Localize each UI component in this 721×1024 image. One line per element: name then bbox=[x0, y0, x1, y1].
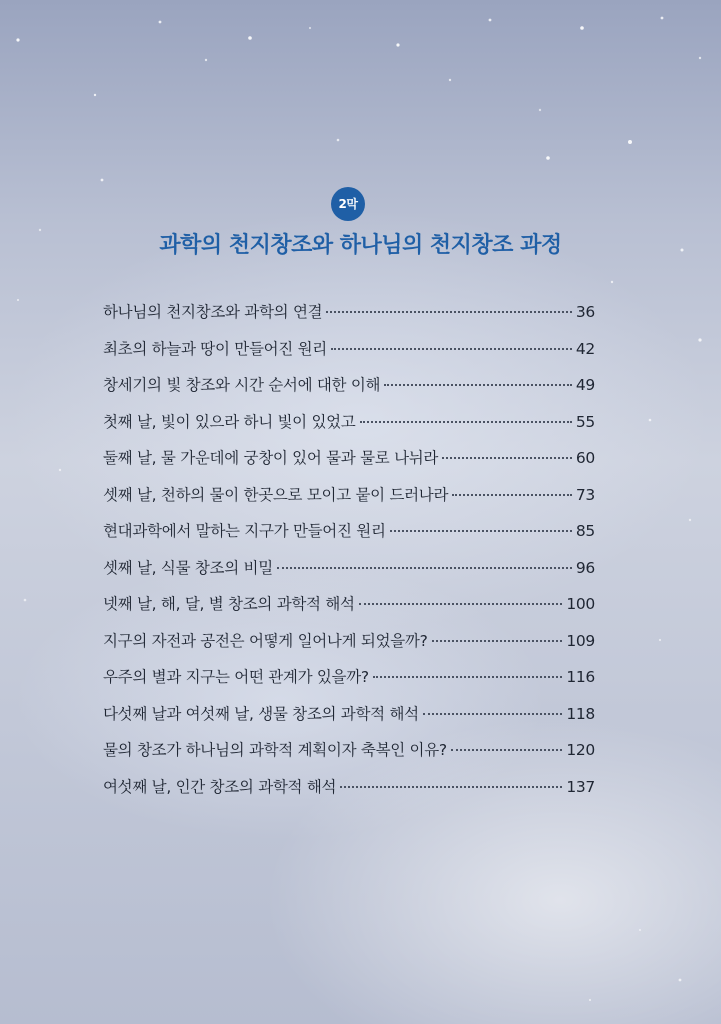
dot-leader bbox=[452, 494, 572, 496]
toc-entry[interactable] bbox=[103, 373, 595, 410]
dot-leader bbox=[432, 640, 563, 642]
dot-leader bbox=[326, 311, 572, 313]
dot-leader bbox=[360, 421, 572, 423]
toc-entry-title: 지구의 자전과 공전은 어떻게 일어나게 되었을까? bbox=[103, 631, 428, 650]
dot-leader bbox=[331, 348, 572, 350]
toc-entry-page: 120 bbox=[566, 741, 595, 759]
toc-entry-page: 137 bbox=[566, 777, 595, 796]
toc-entry[interactable] bbox=[103, 519, 595, 556]
dot-leader bbox=[442, 457, 572, 459]
toc-entry[interactable] bbox=[103, 775, 595, 812]
toc-entry[interactable] bbox=[103, 556, 595, 593]
toc-entry[interactable] bbox=[103, 300, 595, 337]
toc-entry-page: 116 bbox=[566, 668, 595, 686]
toc-entry[interactable] bbox=[103, 483, 595, 520]
toc-entry[interactable] bbox=[103, 738, 595, 775]
toc-entry[interactable] bbox=[103, 337, 595, 374]
toc-entry[interactable] bbox=[103, 702, 595, 739]
toc-entry[interactable] bbox=[103, 592, 595, 629]
toc-entry-page: 42 bbox=[575, 339, 595, 358]
dot-leader bbox=[359, 603, 563, 605]
toc-entry-page: 60 bbox=[575, 449, 595, 467]
toc-entry-title: 셋째 날, 천하의 물이 한곳으로 모이고 뭍이 드러나라 bbox=[103, 485, 449, 504]
toc-entry-title: 셋째 날, 식물 창조의 비밀 bbox=[103, 558, 273, 577]
dot-leader bbox=[390, 530, 572, 532]
toc-entry-page: 118 bbox=[566, 704, 595, 723]
toc-entry-title: 여섯째 날, 인간 창조의 과학적 해석 bbox=[103, 777, 337, 796]
toc-entry-page: 55 bbox=[575, 412, 595, 431]
toc-entry-title: 둘째 날, 물 가운데에 궁창이 있어 물과 물로 나뉘라 bbox=[103, 449, 439, 467]
toc-entry-title: 우주의 별과 지구는 어떤 관계가 있을까? bbox=[103, 668, 369, 686]
toc-entry-title: 창세기의 빛 창조와 시간 순서에 대한 이해 bbox=[103, 376, 381, 394]
toc-entry-title: 다섯째 날과 여섯째 날, 생물 창조의 과학적 해석 bbox=[103, 704, 419, 723]
toc-entry-title: 첫째 날, 빛이 있으라 하니 빛이 있었고 bbox=[103, 412, 356, 431]
toc-entry-title: 물의 창조가 하나님의 과학적 계획이자 축복인 이유? bbox=[103, 741, 447, 759]
toc-entry[interactable] bbox=[103, 629, 595, 666]
toc-entry-page: 100 bbox=[566, 595, 595, 613]
dot-leader bbox=[384, 384, 572, 386]
chapter-badge: 2막 bbox=[331, 187, 365, 221]
toc-entry-title: 현대과학에서 말하는 지구가 만들어진 원리 bbox=[103, 522, 386, 540]
toc-entry-page: 109 bbox=[566, 631, 595, 650]
table-of-contents bbox=[103, 300, 595, 811]
toc-entry-title: 넷째 날, 해, 달, 별 창조의 과학적 해석 bbox=[103, 595, 355, 613]
dot-leader bbox=[277, 567, 572, 569]
section-title: 과학의 천지창조와 하나님의 천지창조 과정 bbox=[159, 233, 562, 258]
toc-entry-page: 85 bbox=[575, 522, 595, 540]
toc-entry-title: 하나님의 천지창조와 과학의 연결 bbox=[103, 303, 323, 321]
toc-entry-page: 96 bbox=[575, 558, 595, 577]
toc-entry[interactable] bbox=[103, 410, 595, 447]
toc-entry-page: 49 bbox=[575, 376, 595, 394]
toc-entry-title: 최초의 하늘과 땅이 만들어진 원리 bbox=[103, 339, 327, 358]
dot-leader bbox=[340, 786, 562, 788]
dot-leader bbox=[373, 676, 562, 678]
toc-entry-page: 73 bbox=[575, 485, 595, 504]
toc-entry[interactable] bbox=[103, 446, 595, 483]
toc-entry-page: 36 bbox=[575, 303, 595, 321]
dot-leader bbox=[451, 749, 562, 751]
toc-entry[interactable] bbox=[103, 665, 595, 702]
dot-leader bbox=[423, 713, 563, 715]
